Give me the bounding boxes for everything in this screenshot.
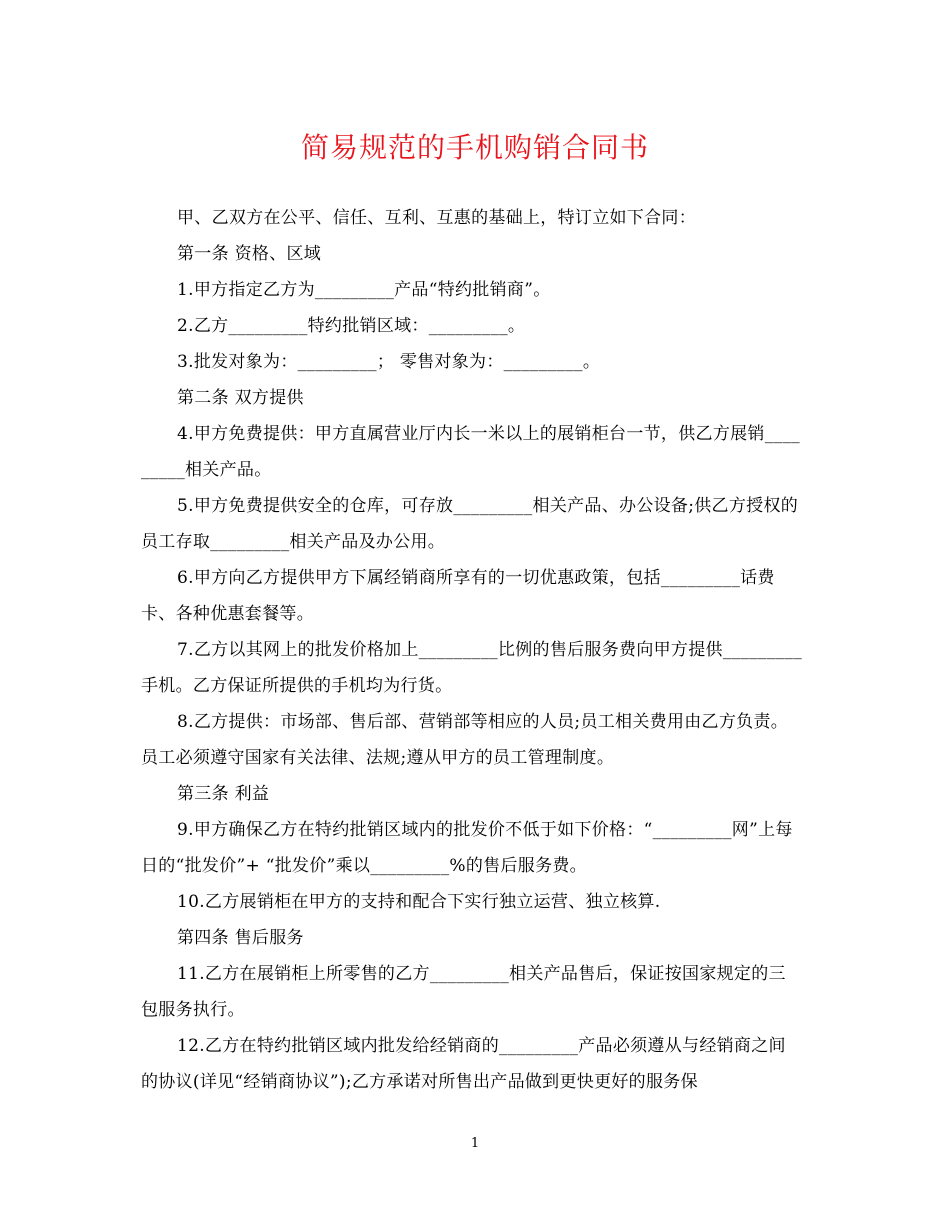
document-body (141, 200, 803, 1100)
clause-7: 7.乙方以其网上的批发价格加上_________比例的售后服务费向甲方提供_________手机。乙方保证所提供的手机均为行货。 (141, 640, 803, 696)
document-title: 简易规范的手机购销合同书 (300, 131, 649, 164)
section-heading-3: 第三条 利益 (177, 784, 270, 804)
section-heading-4: 第四条 售后服务 (177, 928, 304, 948)
clause-5: 5.甲方免费提供安全的仓库，可存放_________相关产品、办公设备;供乙方授权的员工存取_________相关产品及办公用。 (141, 496, 799, 552)
paragraph-intro: 甲、乙双方在公平、信任、互利、互惠的基础上，特订立如下合同： (177, 208, 696, 228)
clause-11: 11.乙方在展销柜上所零售的乙方_________相关产品售后，保证按国家规定的三包服务执行。 (141, 964, 786, 1020)
clause-1: 1.甲方指定乙方为_________产品“特约批销商”。 (177, 280, 551, 300)
clause-2: 2.乙方_________特约批销区域：_________。 (177, 316, 526, 336)
clause-10: 10.乙方展销柜在甲方的支持和配合下实行独立运营、独立核算. (177, 892, 661, 912)
clause-9: 9.甲方确保乙方在特约批销区域内的批发价不低于如下价格：“_________网”上每日的“批发价”+ “批发价”乘以_________%的售后服务费。 (141, 820, 793, 876)
clause-12: 12.乙方在特约批销区域内批发给经销商的_________产品必须遵从与经销商之间的协议(详见“经销商协议”);乙方承诺对所售出产品做到更快更好的服务保 (141, 1036, 786, 1092)
clause-4: 4.甲方免费提供：甲方直属营业厅内长一米以上的展销柜台一节，供乙方展销_________相关产品。 (141, 424, 800, 480)
clause-6: 6.甲方向乙方提供甲方下属经销商所享有的一切优惠政策，包括_________话费卡、各种优惠套餐等。 (141, 568, 775, 624)
section-heading-1: 第一条 资格、区域 (177, 244, 322, 264)
clause-8: 8.乙方提供：市场部、售后部、营销部等相应的人员;员工相关费用由乙方负责。员工必须遵守国家有关法律、法规;遵从甲方的员工管理制度。 (141, 712, 789, 768)
section-heading-2: 第二条 双方提供 (177, 388, 304, 408)
page-number: 1 (470, 1136, 480, 1151)
clause-3: 3.批发对象为：_________； 零售对象为：_________。 (177, 352, 601, 372)
